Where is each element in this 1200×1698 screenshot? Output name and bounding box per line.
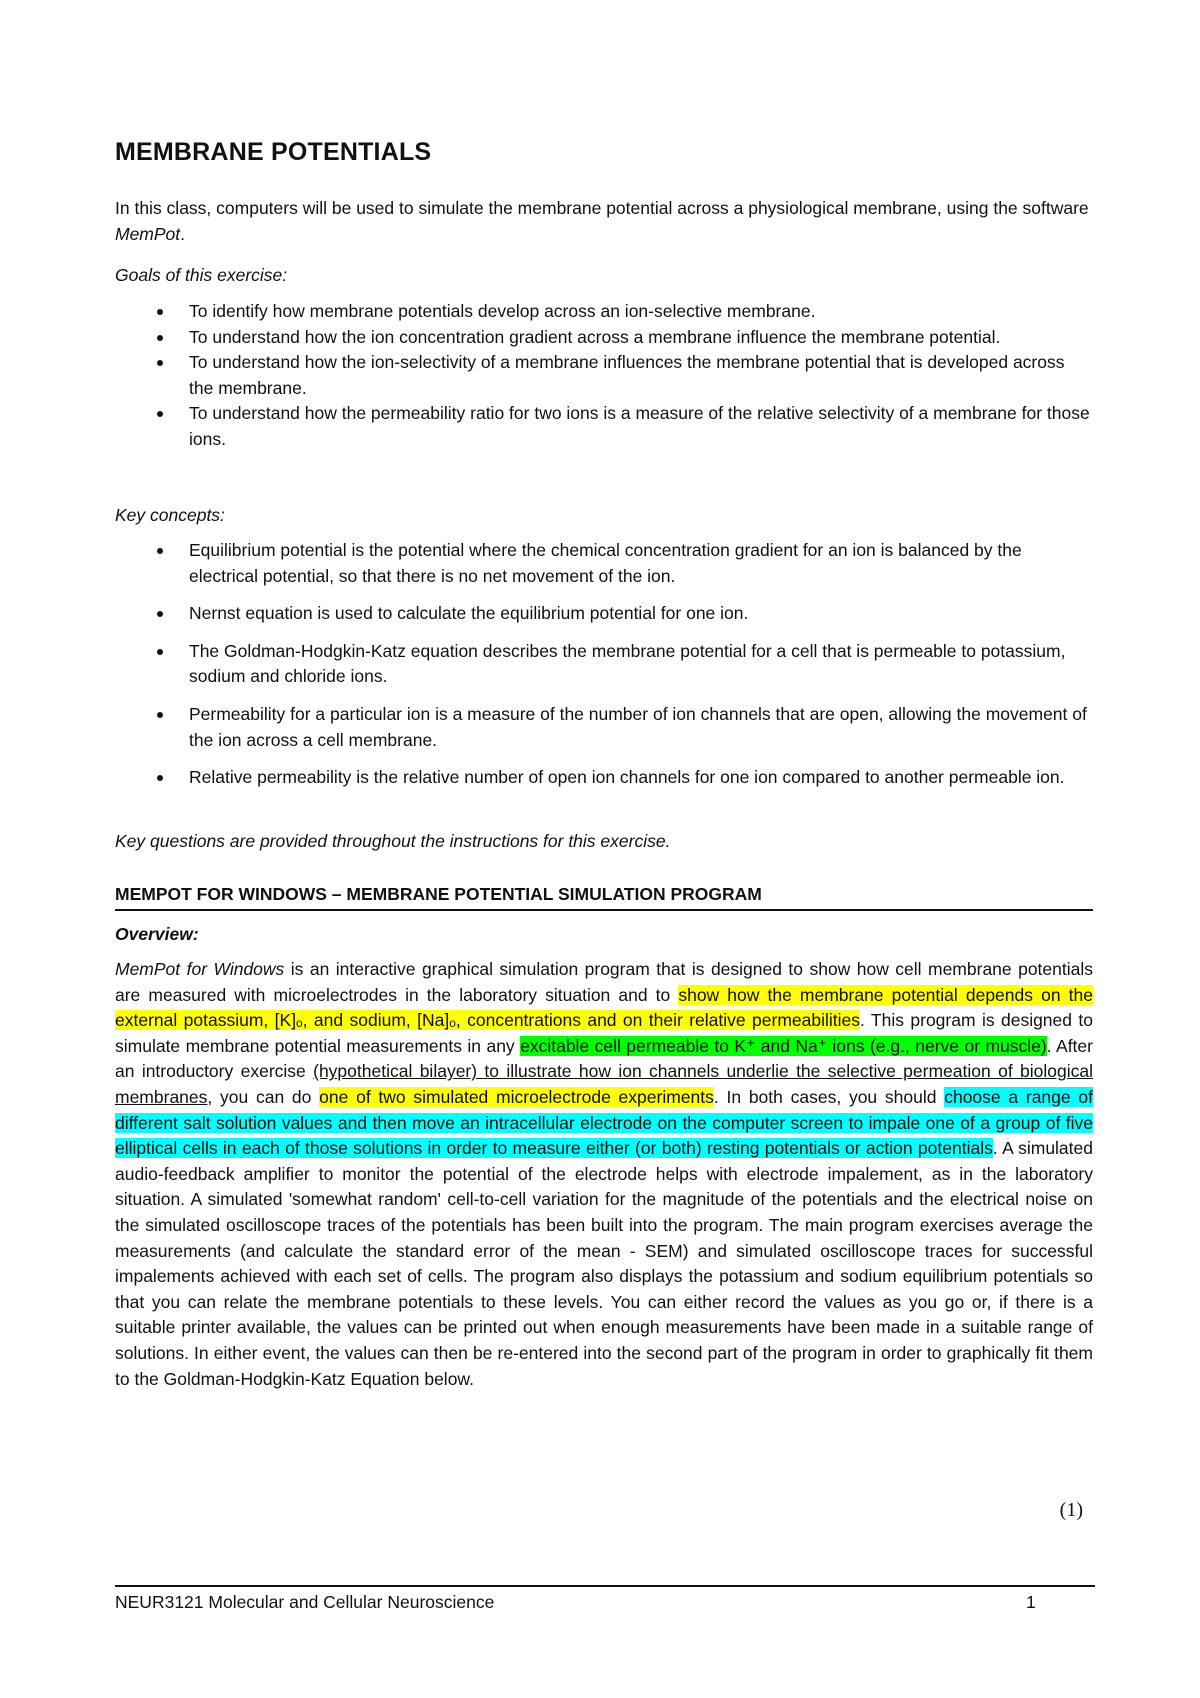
- footer-divider: [115, 1585, 1095, 1587]
- body-text: . In both cases, you should: [713, 1086, 945, 1107]
- body-text: . A simulated audio-feedback amplifier to monitor the potential of the electrode helps with electrode impalement, as in the laboratory situation. A simulated 'somewhat random' cell-to-cell variation for the magnitude of the potentials and the electrical noise on the simulated oscilloscope traces of the potentials has been built into the program. The main program exercises average the measurements (and calculate the standard error of the mean - SEM) and simulated oscilloscope traces for successful impalements achieved with each set of cells. The program also displays the potassium and sodium equilibrium potentials so that you can relate the membrane potentials to these levels. You can either record the values as you go or, if there is a suitable printer available, the values can be printed out when enough measurements have been made in a suitable range of solutions. In either event, the values can then be re-entered into the second part of the program in order to graphically fit them to the Goldman-Hodgkin-Katz Equation below.: [115, 1138, 1093, 1389]
- footer-course: NEUR3121 Molecular and Cellular Neuroscience: [115, 1592, 495, 1612]
- section-heading: MEMPOT FOR WINDOWS – MEMBRANE POTENTIAL SIMULATION PROGRAM: [115, 884, 1093, 911]
- list-item: To understand how the ion concentration gradient across a membrane influence the membrane potential.: [115, 325, 1090, 351]
- highlight-green: excitable cell permeable to K⁺ and Na⁺ ions (e.g., nerve or muscle): [520, 1035, 1047, 1056]
- intro-end: .: [180, 223, 186, 244]
- list-item: Equilibrium potential is the potential where the chemical concentration gradient for an ion is balanced by the electrical potential, so that there is no net movement of the ion.: [115, 538, 1090, 589]
- list-item: Nernst equation is used to calculate the equilibrium potential for one ion.: [115, 601, 1090, 627]
- goals-heading: Goals of this exercise:: [115, 265, 288, 285]
- highlight-yellow: one of two simulated microelectrode experiments: [319, 1086, 714, 1107]
- page-number: 1: [1026, 1592, 1036, 1612]
- software-name: MemPot: [115, 223, 181, 244]
- body-text: . This program is designed to simulate membrane potential measurements in any: [115, 1010, 1093, 1056]
- equation-number: (1): [1059, 1499, 1083, 1521]
- program-name: MemPot for Windows: [115, 959, 285, 979]
- page-title: MEMBRANE POTENTIALS: [115, 138, 432, 166]
- list-item: To understand how the ion-selectivity of a membrane influences the membrane potential that is developed across the membrane.: [115, 350, 1090, 401]
- overview-heading: Overview:: [115, 924, 199, 944]
- highlight-yellow: show how the membrane potential depends on the external potassium, [K]ₒ, and sodium, [Na]ₒ, concentrations and on their relative permeabilities: [115, 984, 1093, 1031]
- key-questions-note: Key questions are provided throughout the instructions for this exercise.: [115, 831, 671, 851]
- highlight-cyan: choose a range of different salt solution values and then move an intracellular electrode on the computer screen to impale one of a group of five elliptical cells in each of those solutions in order to measure either (or both) resting potentials or action potentials: [115, 1086, 1093, 1159]
- body-text: , you can do: [207, 1086, 320, 1107]
- intro-paragraph: [115, 196, 1090, 247]
- body-text: is an interactive graphical simulation program that is designed to show how cell membrane potentials are measured with microelectrodes in the laboratory situation and to: [115, 959, 1093, 1005]
- list-item: Permeability for a particular ion is a measure of the number of ion channels that are open, allowing the movement of the ion across a cell membrane.: [115, 702, 1090, 753]
- key-concepts-heading: Key concepts:: [115, 505, 225, 525]
- underlined-text: (hypothetical bilayer) to illustrate how ion channels underlie the selective permeation of biological membranes: [115, 1061, 1093, 1107]
- list-item: To identify how membrane potentials develop across an ion-selective membrane.: [115, 299, 1090, 325]
- list-item: The Goldman-Hodgkin-Katz equation describes the membrane potential for a cell that is permeable to potassium, sodium and chloride ions.: [115, 639, 1090, 690]
- intro-text: In this class, computers will be used to simulate the membrane potential across a physiological membrane, using the software: [115, 198, 1089, 218]
- overview-paragraph: [115, 957, 1093, 1392]
- body-text: . After an introductory exercise: [115, 1035, 1093, 1082]
- key-concepts-list: [115, 538, 1090, 803]
- list-item: Relative permeability is the relative number of open ion channels for one ion compared to another permeable ion.: [115, 765, 1090, 791]
- goals-list: [115, 299, 1090, 453]
- list-item: To understand how the permeability ratio for two ions is a measure of the relative selectivity of a membrane for those ions.: [115, 401, 1090, 452]
